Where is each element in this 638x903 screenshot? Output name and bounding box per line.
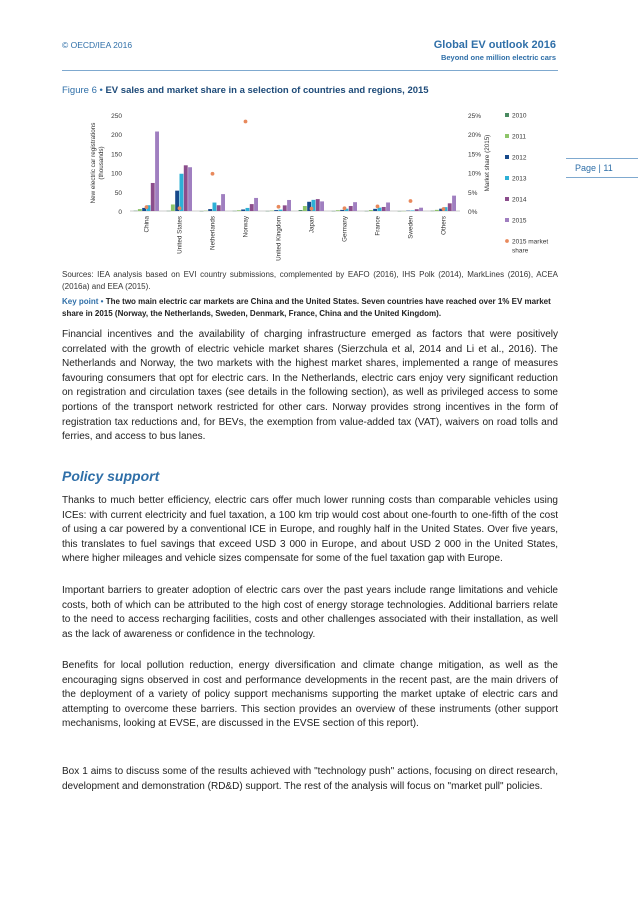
y2-tick-label: 20% (468, 132, 482, 140)
legend-label-2010: 2010 (512, 112, 527, 120)
bar-2014-others (448, 203, 452, 211)
bar-2014-china (151, 183, 155, 211)
figure-sources: Sources: IEA analysis based on EVI country submissions, complemented by EAFO (2016), IHS Polk (2014), MarkLines (2016), ACEA (2016a) and EEA (2015). (62, 270, 558, 291)
legend-label-2012: 2012 (512, 154, 527, 162)
publication-title: Global EV outlook 2016 (433, 39, 556, 51)
legend-label-2013: 2013 (512, 175, 527, 183)
copyright-notice: © OECD/IEA 2016 (62, 40, 133, 50)
bar-2014-germany (349, 206, 353, 211)
legend-swatch-2012 (505, 155, 509, 159)
bar-2015-united-kingdom (287, 200, 291, 211)
market-share-point-japan (310, 207, 314, 211)
market-share-point-norway (244, 120, 248, 124)
ev-sales-chart (62, 100, 558, 266)
bar-2015-france (386, 202, 390, 211)
y-tick-label: 0 (118, 209, 122, 216)
figure-title (62, 85, 429, 96)
x-tick-label: Germany (341, 216, 349, 242)
bar-2011-france (369, 210, 373, 211)
x-tick-label: France (374, 216, 382, 236)
bar-2011-others (435, 210, 439, 211)
bar-2014-united-states (184, 165, 188, 211)
page-rule-bottom (566, 177, 638, 178)
market-share-point-china (145, 205, 149, 209)
bar-2014-united-kingdom (283, 205, 287, 211)
legend-swatch-2010 (505, 113, 509, 117)
bar-2012-france (373, 209, 377, 211)
legend-swatch-2014 (505, 197, 509, 201)
header-rule (62, 70, 558, 71)
key-point (62, 296, 558, 320)
y-tick-label: 50 (114, 189, 122, 197)
figure-bullet: • (99, 85, 103, 96)
y2-tick-label: 5% (468, 189, 478, 197)
paragraph-incentives: Financial incentives and the availability of charging infrastructure emerged as factors that were positively correlated with the growth of electric vehicle market shares (Sierzchula et al, 2014 and Li et al., 2016). The Netherlands and Norway, the two markets with the highest market shares, implemented a range of measures favouring consumers that opt for electric cars. In the Netherlands, electric cars enjoy very significant reduction on registration and circulation taxes (see details in the following section), as well as privileged access to some portions of the transport network restricted for other cars. Norway provides strong incentives in the form of registration tax reductions and, for BEVs, the exemption from value-added tax (VAT), waivers on road tolls and ferries, and access to bus lanes. (62, 329, 558, 443)
paragraph-barriers: Important barriers to greater adoption of electric cars over the past years include range limitations and vehicle costs, both of which can be attributed to the high cost of energy storage technologies. Additional barriers relate to the need to access recharging facilities, costs and other challenges associated with their installation, as well as the lack of awareness or confidence in the technology. (62, 585, 558, 640)
legend-swatch-2011 (505, 134, 509, 138)
market-share-point-sweden (409, 199, 413, 203)
figure-label: Figure 6 (62, 85, 97, 96)
bar-2012-germany (340, 210, 344, 211)
y2-axis-title: Market share (2015) (484, 134, 491, 192)
legend-swatch-2013 (505, 176, 509, 180)
bar-2010-japan (299, 210, 303, 211)
chart-bars (134, 132, 456, 212)
market-share-point-france (376, 204, 380, 208)
page-rule-top (566, 158, 638, 159)
x-tick-label: China (143, 216, 151, 233)
bar-2012-united-kingdom (274, 210, 278, 211)
x-tick-label: Sweden (407, 216, 415, 239)
legend-label-line2: share (512, 247, 529, 255)
legend-label-2011: 2011 (512, 133, 526, 141)
x-tick-label: Netherlands (209, 216, 217, 250)
paragraph-running-costs: Thanks to much better efficiency, electric cars offer much lower running costs than comparable vehicles using ICEs: with current electricity and fuel taxation, a 100 km trip would cost about one-fourth to one-fifth of the cost of using a car powered by a conventional ICE in Europe, and roughly half in the United States. Over five years, this translates to fuel savings that exceed USD 3 000 in Europe, and about USD 2 000 in the United States, where higher mileages and vehicle sizes compensate for some of the fuel taxation gap with Europe. (62, 495, 558, 565)
bar-2014-norway (250, 204, 254, 211)
bar-2012-netherlands (208, 209, 212, 211)
y2-tick-label: 0% (468, 209, 478, 216)
bar-2013-united-kingdom (279, 210, 283, 211)
y-axis-title-line1: New electric car registrations (90, 122, 97, 204)
bar-2014-france (382, 207, 386, 211)
y-tick-label: 100 (111, 170, 122, 178)
bar-2015-others (452, 196, 456, 211)
bar-2011-germany (336, 210, 340, 211)
key-point-text: The two main electric car markets are China and the United States. Seven countries have reached over 1% EV market share in 2015 (Norway, the Netherlands, Sweden, Denmark, France, China and the United Kingdom). (62, 297, 551, 318)
bar-2011-japan (303, 206, 307, 211)
x-tick-label: Others (440, 216, 448, 235)
bar-2015-sweden (419, 208, 423, 211)
bar-2015-germany (353, 202, 357, 211)
bar-2015-norway (254, 198, 258, 211)
legend-label-2014: 2014 (512, 196, 527, 204)
y2-tick-label: 25% (468, 113, 482, 120)
x-tick-label: Japan (308, 216, 316, 234)
bar-2013-netherlands (213, 203, 217, 211)
running-header (434, 39, 556, 62)
x-tick-label: United States (176, 216, 184, 254)
market-share-point-united-kingdom (277, 205, 281, 209)
y-axis-title (90, 123, 105, 204)
bar-2015-japan (320, 201, 324, 211)
bar-2013-united-states (180, 174, 184, 211)
legend-swatch-market-share (505, 239, 509, 243)
page-number: Page | 11 (575, 163, 613, 173)
bar-2015-united-states (188, 167, 192, 211)
chart-axes (90, 113, 491, 261)
bar-2011-china (138, 209, 142, 211)
x-tick-label: United Kingdom (275, 216, 283, 261)
figure-caption: EV sales and market share in a selection of countries and regions, 2015 (105, 85, 429, 96)
bar-2015-netherlands (221, 194, 225, 211)
market-share-point-united-states (178, 206, 182, 210)
bar-2012-norway (241, 209, 245, 211)
legend-label-2015: 2015 (512, 217, 527, 225)
market-share-point-germany (343, 206, 347, 210)
legend-label-line1: 2015 market (512, 238, 549, 246)
bar-2013-norway (246, 208, 250, 211)
bar-2011-norway (237, 210, 241, 211)
legend-swatch-2015 (505, 218, 509, 222)
publication-subtitle: Beyond one million electric cars (440, 53, 556, 62)
y-tick-label: 250 (111, 113, 122, 120)
y-axis-title-line2: (thousands) (98, 146, 105, 180)
market-share-point-netherlands (211, 172, 215, 176)
bar-2014-sweden (415, 209, 419, 211)
bar-2011-united-states (171, 204, 175, 211)
y-tick-label: 150 (111, 151, 122, 159)
paragraph-box1: Box 1 aims to discuss some of the results achieved with "technology push" actions, focusing on direct research, development and demonstration (RD&D) support. The rest of the analysis will focus on "market pull" policies. (62, 766, 558, 792)
bar-2015-china (155, 132, 159, 211)
bar-2014-japan (316, 199, 320, 211)
section-heading-policy-support: Policy support (62, 468, 160, 484)
y2-tick-label: 15% (468, 151, 482, 159)
legend-label-market-share (512, 239, 548, 255)
chart-legend (505, 113, 548, 255)
y2-tick-label: 10% (468, 170, 482, 178)
paragraph-benefits: Benefits for local pollution reduction, energy diversification and climate change mitigation, as well as the encouraging signs observed in cost and performance developments in the recent past, are the main drivers of the deployment of a variety of policy support mechanisms supporting the market uptake of electric cars and attempting to overcome these barriers. This section provides an overview of these instruments (other support mechanisms, looking at EVSE, are discussed in the EVSE section of this report). (62, 660, 558, 730)
y-tick-label: 200 (111, 132, 122, 140)
key-point-label: Key point • (62, 297, 104, 306)
market-share-point-others (442, 207, 446, 211)
x-tick-label: Norway (242, 216, 250, 238)
bar-2013-sweden (411, 210, 415, 211)
bar-2014-netherlands (217, 205, 221, 211)
